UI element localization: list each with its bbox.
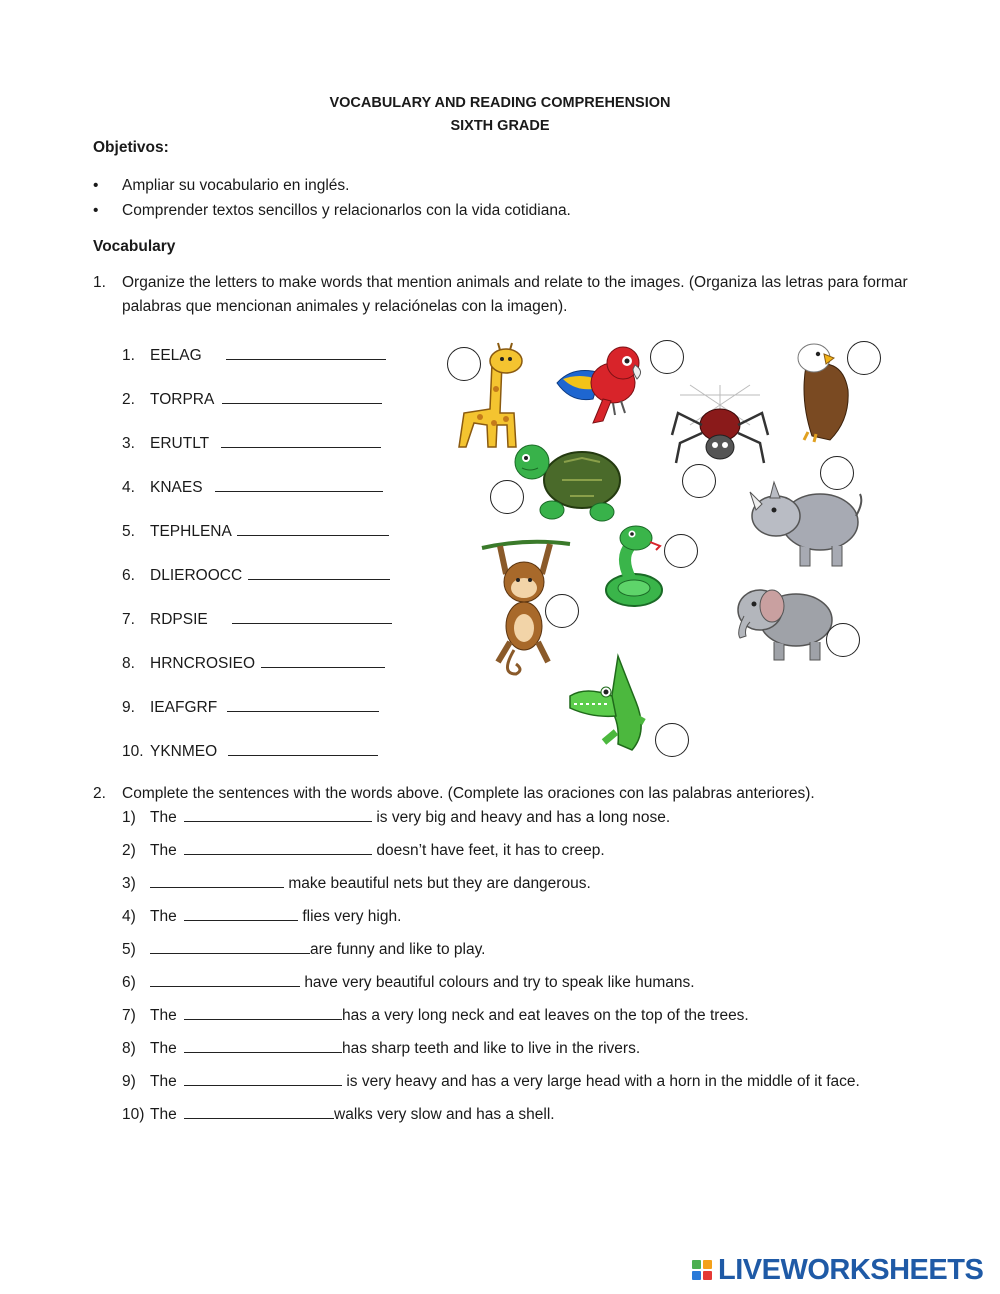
sentence-start: The (150, 1007, 177, 1024)
word-row (122, 345, 386, 365)
answer-blank[interactable] (237, 521, 389, 536)
scrambled-word: HRNCROSIEO (150, 655, 256, 672)
sentence-end: is very heavy and has a very large head with a horn in the middle of it face. (346, 1073, 860, 1090)
word-number: 3. (122, 435, 135, 452)
answer-blank[interactable] (222, 389, 382, 404)
word-row (122, 433, 381, 453)
sentence-start: The (150, 1073, 177, 1090)
word-number: 9. (122, 699, 135, 716)
sentence-end: flies very high. (302, 908, 402, 925)
sentence-blank[interactable] (184, 906, 298, 921)
sentence-blank[interactable] (184, 1071, 342, 1086)
task-number: 2. (93, 785, 106, 802)
sentence-end: make beautiful nets but they are dangerous. (288, 875, 591, 892)
sentence-row (122, 972, 695, 992)
sentence-number: 8) (122, 1040, 136, 1057)
word-row (122, 653, 385, 673)
sentence-row (122, 1038, 640, 1058)
sentence-blank[interactable] (184, 1104, 334, 1119)
sentence-number: 6) (122, 974, 136, 991)
sentence-end: doesn’t have feet, it has to creep. (376, 842, 605, 859)
logo-text: LIVEWORKSHEETS (718, 1253, 984, 1286)
answer-circle[interactable] (655, 723, 689, 757)
sentence-row (122, 1071, 860, 1091)
sentence-end: have very beautiful colours and try to speak like humans. (304, 974, 695, 991)
sentence-blank[interactable] (184, 807, 372, 822)
elephant-image (734, 580, 836, 664)
word-row (122, 389, 382, 409)
answer-circle[interactable] (664, 534, 698, 568)
scrambled-word: RDPSIE (150, 611, 208, 628)
scrambled-word: DLIEROOCC (150, 567, 243, 584)
objective-text: Comprender textos sencillos y relacionarlos con la vida cotidiana. (122, 202, 571, 219)
sentence-end: is very big and heavy and has a long nose. (376, 809, 671, 826)
word-number: 6. (122, 567, 135, 584)
sentence-row (122, 873, 591, 893)
sentence-row (122, 939, 486, 959)
sentence-start: The (150, 809, 177, 826)
word-row (122, 521, 389, 541)
sentence-number: 1) (122, 809, 136, 826)
scrambled-word: ERUTLT (150, 435, 209, 452)
scrambled-word: YKNMEO (150, 743, 218, 760)
answer-blank[interactable] (228, 741, 378, 756)
sentence-blank[interactable] (184, 1005, 342, 1020)
sentence-row (122, 906, 401, 926)
page-subtitle: SIXTH GRADE (450, 118, 550, 134)
sentence-blank[interactable] (184, 1038, 342, 1053)
vocabulary-heading: Vocabulary (93, 238, 176, 255)
sentence-end: has a very long neck and eat leaves on the top of the trees. (342, 1007, 749, 1024)
parrot-image (553, 343, 649, 429)
answer-circle[interactable] (650, 340, 684, 374)
answer-blank[interactable] (226, 345, 386, 360)
sentence-number: 9) (122, 1073, 136, 1090)
answer-circle[interactable] (847, 341, 881, 375)
spider-image (670, 385, 770, 469)
scrambled-word: EELAG (150, 347, 202, 364)
logo-blocks-icon (692, 1260, 712, 1280)
sentence-blank[interactable] (150, 972, 300, 987)
word-row (122, 477, 383, 497)
answer-circle[interactable] (545, 594, 579, 628)
answer-circle[interactable] (490, 480, 524, 514)
scrambled-word: TORPRA (150, 391, 214, 408)
sentence-blank[interactable] (150, 873, 284, 888)
sentence-start: The (150, 1106, 177, 1123)
sentence-row (122, 840, 605, 860)
sentence-row (122, 807, 670, 827)
scrambled-word: KNAES (150, 479, 203, 496)
answer-blank[interactable] (215, 477, 383, 492)
sentence-number: 5) (122, 941, 136, 958)
page-title: VOCABULARY AND READING COMPREHENSION (329, 95, 671, 111)
answer-blank[interactable] (261, 653, 385, 668)
sentence-row (122, 1104, 555, 1124)
sentence-start: The (150, 1040, 177, 1057)
rhinoceros-image (748, 476, 866, 570)
liveworksheets-logo[interactable] (692, 1252, 983, 1288)
word-number: 10. (122, 743, 144, 760)
snake-image (602, 522, 672, 612)
bullet-icon: • (93, 202, 99, 219)
task-number: 1. (93, 274, 106, 291)
word-number: 4. (122, 479, 135, 496)
sentence-end: are funny and like to play. (310, 941, 486, 958)
word-number: 2. (122, 391, 135, 408)
objective-text: Ampliar su vocabulario en inglés. (122, 177, 350, 194)
answer-circle[interactable] (820, 456, 854, 490)
turtle-image (512, 440, 624, 526)
word-row (122, 565, 390, 585)
task-text: Organize the letters to make words that mention animals and relate to the images. (Organiza las letras para formar palabras que mencionan animales y relaciónelas con la imagen). (122, 274, 908, 315)
sentence-row (122, 1005, 749, 1025)
answer-blank[interactable] (248, 565, 390, 580)
answer-blank[interactable] (227, 697, 379, 712)
sentence-blank[interactable] (184, 840, 372, 855)
word-number: 5. (122, 523, 135, 540)
bullet-icon: • (93, 177, 99, 194)
sentence-start: The (150, 908, 177, 925)
sentence-blank[interactable] (150, 939, 310, 954)
sentence-end: walks very slow and has a shell. (334, 1106, 555, 1123)
word-number: 8. (122, 655, 135, 672)
sentence-number: 7) (122, 1007, 136, 1024)
sentence-number: 4) (122, 908, 136, 925)
task-text: Complete the sentences with the words above. (Complete las oraciones con las palabras anteriores). (122, 785, 815, 802)
objectives-heading: Objetivos: (93, 139, 169, 156)
sentence-start: The (150, 842, 177, 859)
word-row (122, 609, 392, 629)
answer-blank[interactable] (232, 609, 392, 624)
word-number: 1. (122, 347, 135, 364)
sentence-number: 3) (122, 875, 136, 892)
answer-circle[interactable] (826, 623, 860, 657)
sentence-end: has sharp teeth and like to live in the rivers. (342, 1040, 641, 1057)
word-number: 7. (122, 611, 135, 628)
sentence-number: 10) (122, 1106, 145, 1123)
answer-circle[interactable] (447, 347, 481, 381)
scrambled-word: TEPHLENA (150, 523, 231, 540)
scrambled-word: IEAFGRF (150, 699, 218, 716)
word-row (122, 697, 379, 717)
word-row (122, 741, 378, 761)
answer-circle[interactable] (682, 464, 716, 498)
sentence-number: 2) (122, 842, 136, 859)
answer-blank[interactable] (221, 433, 381, 448)
